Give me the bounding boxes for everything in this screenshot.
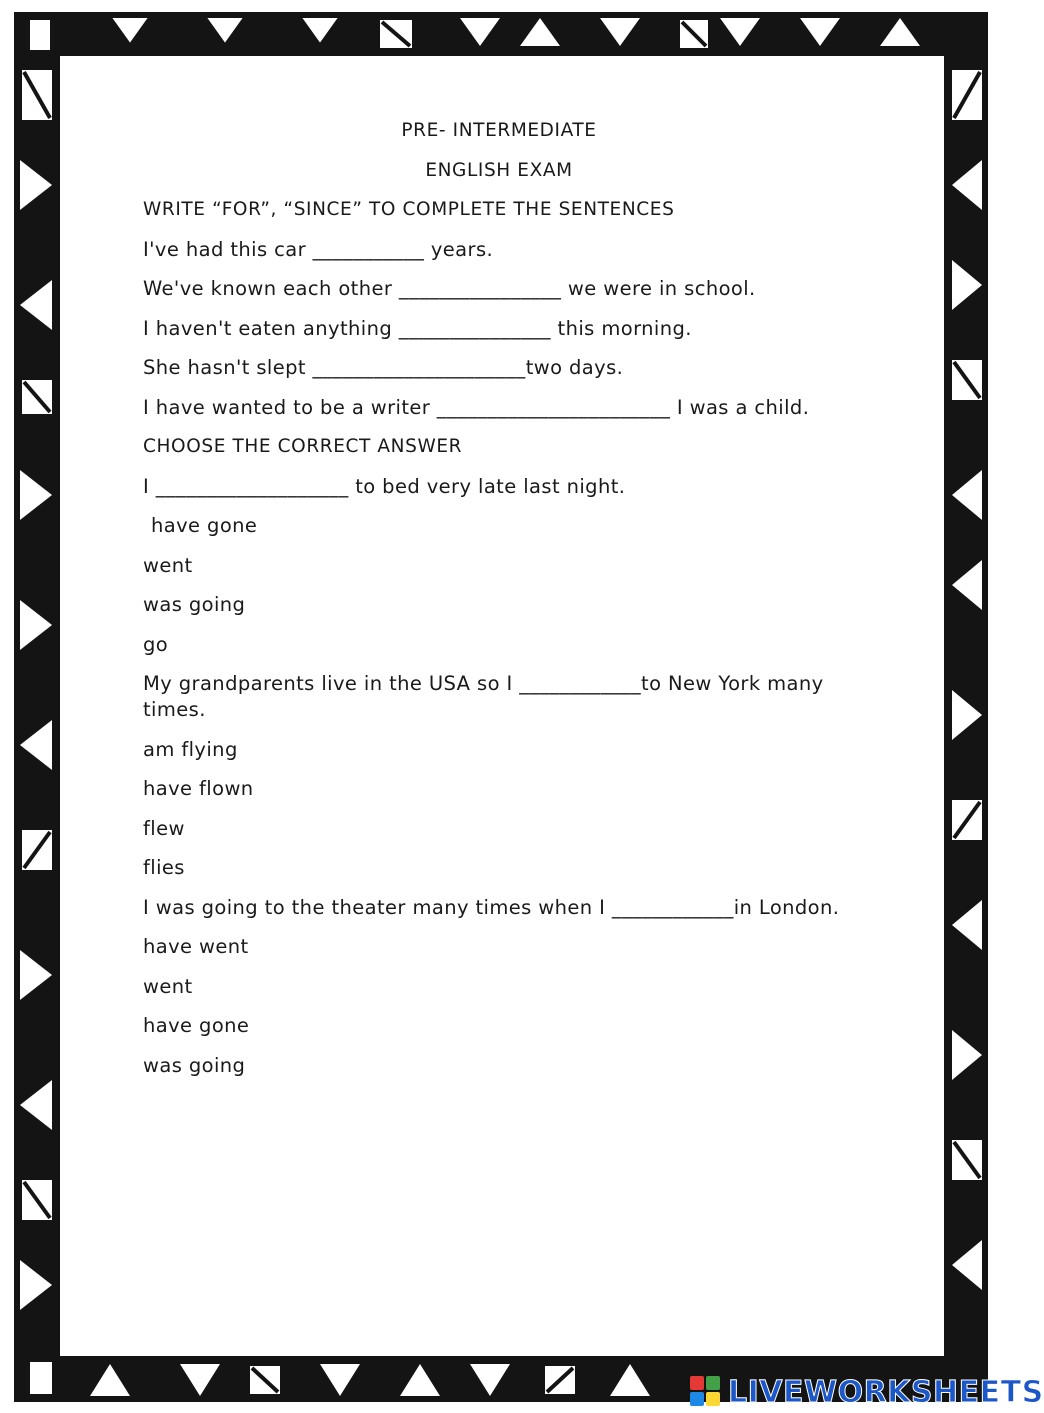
fill-sentence-2[interactable]: We've known each other ________________ we were in school. <box>143 277 756 300</box>
question-2-option[interactable]: flew <box>143 816 185 840</box>
question-3-option[interactable]: went <box>143 974 193 998</box>
fill-sentence-3[interactable]: I haven't eaten anything _______________ this morning. <box>143 316 692 340</box>
question-3-option[interactable]: have gone <box>143 1014 250 1037</box>
worksheet-content <box>143 118 855 1092</box>
question-1-option[interactable]: went <box>143 553 193 577</box>
fill-sentence-4[interactable]: She hasn't slept _____________________two days. <box>143 356 624 379</box>
question-3-option[interactable]: was going <box>143 1053 246 1077</box>
question-1-prompt: I ___________________ to bed very late last night. <box>143 474 626 498</box>
question-2-option[interactable]: flies <box>143 856 185 879</box>
liveworksheets-brand: LIVEWORKSHEETS <box>728 1374 1044 1410</box>
liveworksheets-watermark <box>690 1372 1044 1412</box>
question-2-option[interactable]: am flying <box>143 737 238 761</box>
section1-instruction: WRITE “FOR”, “SINCE” TO COMPLETE THE SENTENCES <box>143 199 675 220</box>
question-3-prompt: I was going to the theater many times when I ____________in London. <box>143 895 840 919</box>
fill-sentence-5[interactable]: I have wanted to be a writer _______________________ I was a child. <box>143 395 810 419</box>
question-3-option[interactable]: have went <box>143 935 249 958</box>
question-2-option[interactable]: have flown <box>143 777 254 800</box>
question-2-prompt: My grandparents live in the USA so I ____________to New York many times. <box>143 672 824 721</box>
exam-title: ENGLISH EXAM <box>425 159 573 181</box>
liveworksheets-logo-icon <box>690 1376 722 1408</box>
section2-instruction: CHOOSE THE CORRECT ANSWER <box>143 436 463 457</box>
question-1-option[interactable]: go <box>143 632 169 656</box>
question-1-option[interactable]: have gone <box>151 514 258 537</box>
fill-sentence-1[interactable]: I've had this car ___________ years. <box>143 237 494 261</box>
question-1-option[interactable]: was going <box>143 593 246 616</box>
exam-level: PRE- INTERMEDIATE <box>401 120 597 141</box>
